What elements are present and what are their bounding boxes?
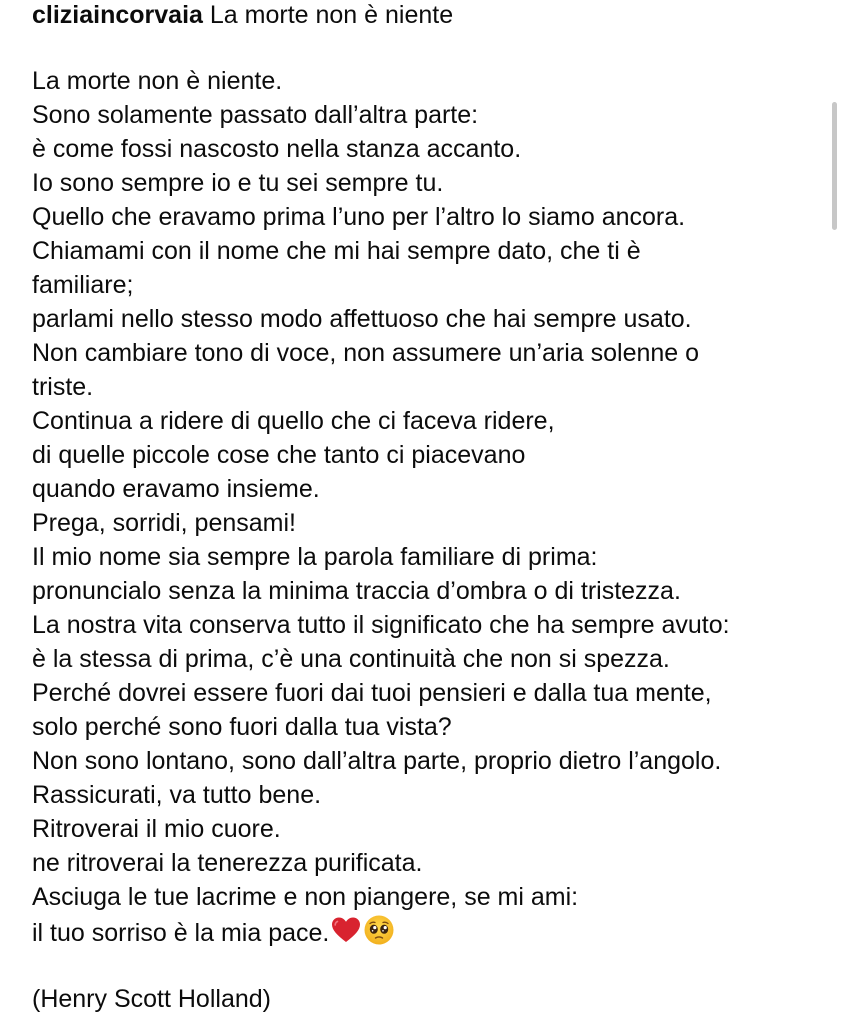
poem-line: La morte non è niente. — [32, 67, 283, 95]
username-link[interactable]: cliziaincorvaia — [32, 1, 203, 29]
poem-line: ne ritroverai la tenerezza purificata. — [32, 849, 423, 877]
poem-line: Rassicurati, va tutto bene. — [32, 781, 322, 809]
poem-line: La nostra vita conserva tutto il significato che ha sempre avuto: — [32, 611, 730, 639]
pleading-face-icon — [363, 914, 395, 955]
poem-line: Sono solamente passato dall’altra parte: — [32, 101, 479, 129]
scrollbar-thumb[interactable] — [832, 102, 837, 230]
poem-line: parlami nello stesso modo affettuoso che hai sempre usato. — [32, 305, 692, 333]
poem-last-line-text: il tuo sorriso è la mia pace. — [32, 919, 330, 948]
poem-line: è come fossi nascosto nella stanza accanto. — [32, 135, 522, 163]
poem-line: Il mio nome sia sempre la parola familiare di prima: — [32, 543, 598, 571]
poem-line: è la stessa di prima, c’è una continuità che non si spezza. — [32, 645, 670, 673]
post-caption — [32, 0, 832, 1016]
poem-last-line — [32, 914, 832, 948]
poem-line: Chiamami con il nome che mi hai sempre dato, che ti è — [32, 237, 641, 265]
poem-line: Perché dovrei essere fuori dai tuoi pensieri e dalla tua mente, — [32, 679, 712, 707]
poem-line: familiare; — [32, 271, 134, 299]
poem-line: di quelle piccole cose che tanto ci piacevano — [32, 441, 526, 469]
poem-line: Ritroverai il mio cuore. — [32, 815, 281, 843]
poem-line: quando eravamo insieme. — [32, 475, 320, 503]
poem-line: Continua a ridere di quello che ci faceva ridere, — [32, 407, 555, 435]
poem-line: pronuncialo senza la minima traccia d’ombra o di tristezza. — [32, 577, 681, 605]
poem-line: solo perché sono fuori dalla tua vista? — [32, 713, 452, 741]
poem-line: Io sono sempre io e tu sei sempre tu. — [32, 169, 444, 197]
poem-line: Prega, sorridi, pensami! — [32, 509, 297, 537]
caption-title: La morte non è niente — [209, 1, 454, 29]
poem-line: Non cambiare tono di voce, non assumere un’aria solenne o — [32, 339, 700, 367]
poem-line: Non sono lontano, sono dall’altra parte, proprio dietro l’angolo. — [32, 747, 722, 775]
poem-author: (Henry Scott Holland) — [32, 985, 271, 1013]
poem-line: Asciuga le tue lacrime e non piangere, se mi ami: — [32, 883, 579, 911]
poem-line: Quello che eravamo prima l’uno per l’altro lo siamo ancora. — [32, 203, 686, 231]
red-heart-icon — [331, 916, 361, 953]
poem-body — [32, 64, 832, 948]
poem-line: triste. — [32, 373, 94, 401]
caption-header — [32, 0, 832, 30]
